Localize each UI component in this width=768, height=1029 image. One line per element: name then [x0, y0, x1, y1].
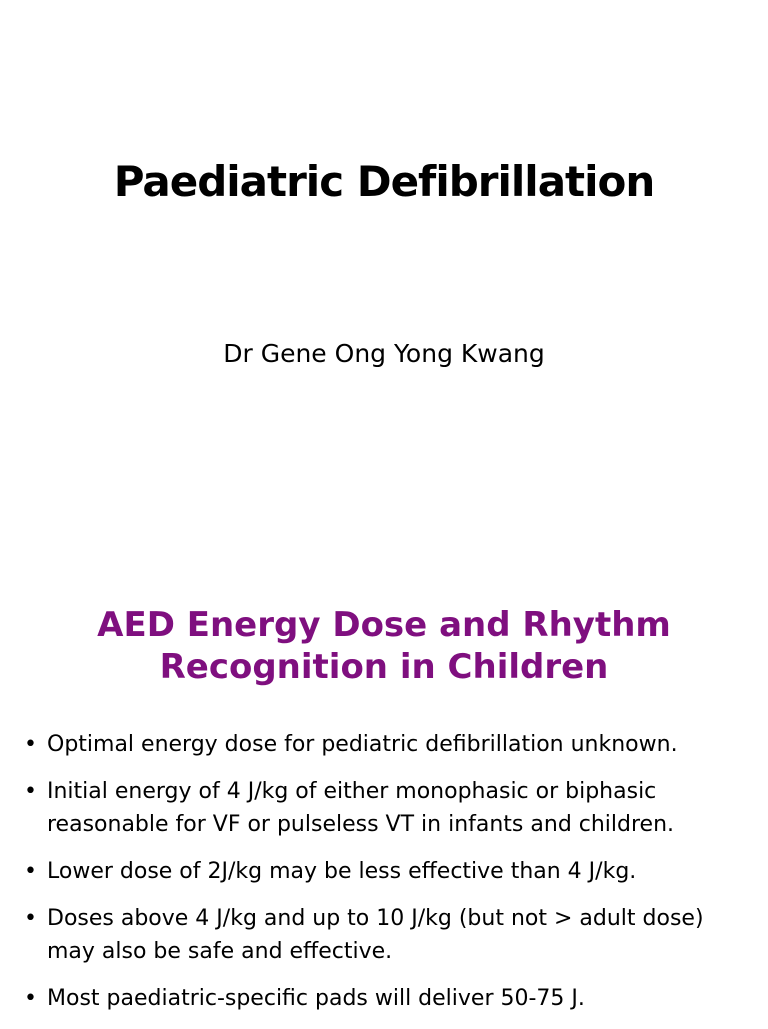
- heading-line-2: Recognition in Children: [159, 647, 609, 687]
- bullet-text: Most paediatric-specific pads will deliver 50-75 J.: [47, 986, 585, 1011]
- bullet-text: Doses above 4 J/kg and up to 10 J/kg (but not > adult dose) may also be safe and effective.: [47, 906, 704, 964]
- bullet-item: [24, 775, 754, 841]
- slide-subtitle-author: Dr Gene Ong Yong Kwang: [223, 339, 545, 368]
- bullet-text: Initial energy of 4 J/kg of either monophasic or biphasic reasonable for VF or pulseless VT in infants and children.: [47, 779, 675, 837]
- bullet-item: [24, 982, 754, 1015]
- bullet-text: Lower dose of 2J/kg may be less effective than 4 J/kg.: [47, 859, 637, 884]
- bullet-text: Optimal energy dose for pediatric defibrillation unknown.: [47, 732, 678, 757]
- content-slide: [0, 576, 768, 1024]
- bullet-icon: •: [24, 779, 37, 804]
- bullet-item: [24, 855, 754, 888]
- bullet-item: [24, 728, 754, 761]
- bullet-list: [24, 728, 754, 1029]
- bullet-icon: •: [24, 732, 37, 757]
- bullet-icon: •: [24, 859, 37, 884]
- bullet-item: [24, 902, 754, 968]
- content-heading: [0, 604, 768, 688]
- slide-title: Paediatric Defibrillation: [113, 157, 655, 206]
- bullet-icon: •: [24, 906, 37, 931]
- heading-line-1: AED Energy Dose and Rhythm: [97, 605, 671, 645]
- bullet-icon: •: [24, 986, 37, 1011]
